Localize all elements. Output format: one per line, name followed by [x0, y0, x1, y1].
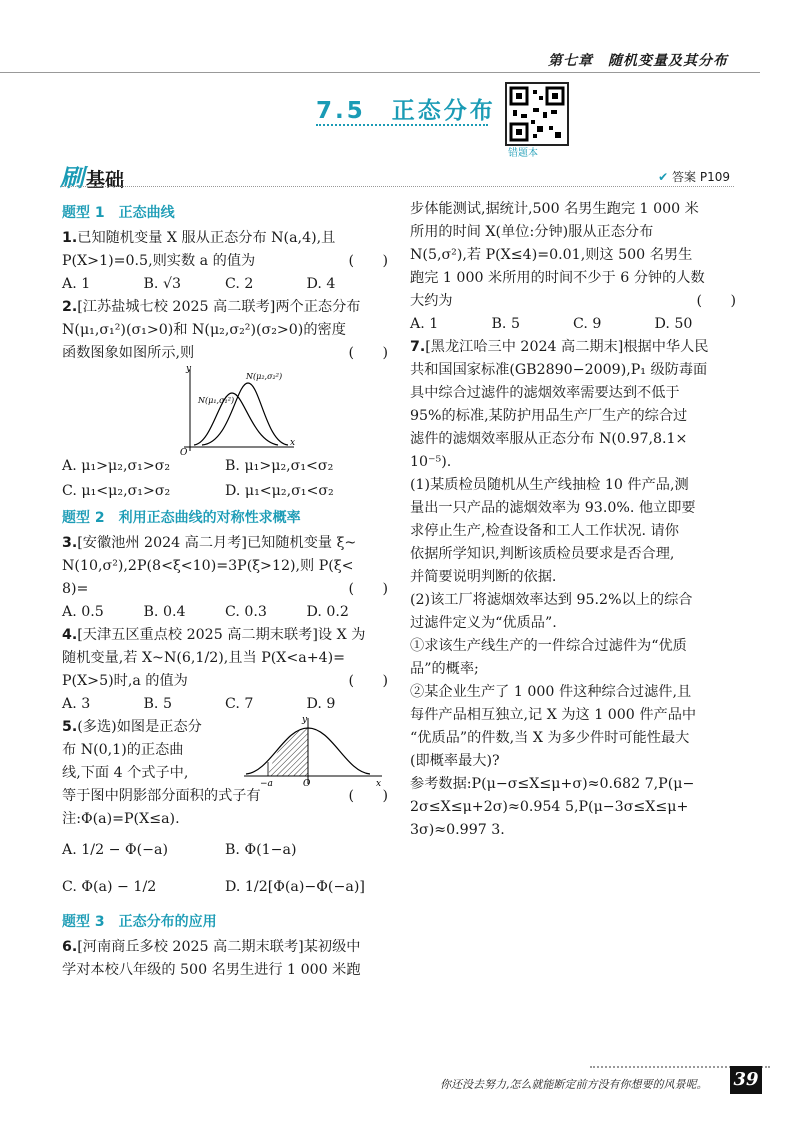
- q7-line: “优质品”的件数,当 X 为多少件时可能性最大: [410, 730, 690, 746]
- right-column: [410, 198, 736, 842]
- q1-option-c: C. 2: [225, 276, 254, 292]
- q4-option-a: A. 3: [62, 696, 91, 712]
- footer-motto: 你还没去努力,怎么就能断定前方没有你想要的风景呢。: [440, 1078, 708, 1091]
- q4-line3: P(X>5)时,a 的值为 ( ): [62, 673, 388, 689]
- q5-option-b: B. Φ(1−a): [225, 842, 297, 858]
- q5-line5: 注:Φ(a)=P(X≤a).: [62, 811, 180, 827]
- q6-option-c: C. 9: [573, 316, 602, 332]
- answer-ref: [658, 168, 730, 185]
- chapter-header: 第七章 随机变量及其分布: [548, 53, 728, 69]
- q5-line2: 布 N(0,1)的正态曲: [62, 742, 184, 758]
- type-heading-1: 题型 1 正态曲线: [62, 205, 175, 221]
- q7-line: 具中综合过滤件的滤烟效率需要达到不低于: [410, 385, 680, 401]
- q7-line: (即概率最大)?: [410, 753, 500, 769]
- q3-line2: N(10,σ²),2P(8<ξ<10)=3P(ξ>12),则 P(ξ<: [62, 558, 354, 574]
- q3-option-c: C. 0.3: [225, 604, 267, 620]
- q5-line4: 等于图中阴影部分面积的式子有 ( ): [62, 788, 388, 804]
- q7-line: ②某企业生产了 1 000 件这种综合过滤件,且: [410, 684, 692, 700]
- q7-line: 每件产品相互独立,记 X 为这 1 000 件产品中: [410, 707, 697, 723]
- q2-line3: 函数图象如图所示,则 ( ): [62, 345, 388, 361]
- left-column: [62, 198, 388, 982]
- q4-option-b: B. 5: [143, 696, 172, 712]
- q1-line1: 1.已知随机变量 X 服从正态分布 N(a,4),且: [62, 230, 336, 246]
- q6-option-d: D. 50: [654, 316, 693, 332]
- q5-line3: 线,下面 4 个式子中,: [62, 765, 189, 781]
- q4-option-c: C. 7: [225, 696, 254, 712]
- qr-label: 错题本: [508, 148, 538, 159]
- section-title: 7.5 正态分布: [316, 98, 496, 124]
- q5-option-d: D. 1/2[Φ(a)−Φ(−a)]: [225, 879, 365, 895]
- q6-options: [410, 313, 736, 336]
- q6-option-a: A. 1: [410, 316, 439, 332]
- q4-option-d: D. 9: [306, 696, 336, 712]
- q3-line3: 8)= ( ): [62, 581, 388, 597]
- q1-line2: P(X>1)=0.5,则实数 a 的值为 ( ): [62, 253, 388, 269]
- qr-code[interactable]: [505, 82, 569, 146]
- q1-option-a: A. 1: [62, 276, 91, 292]
- q2-curve1-label: N(μ₁,σ₁²): [198, 396, 235, 405]
- q7-line: 依据所学知识,判断该质检员要求是否合理,: [410, 546, 675, 562]
- q4-options: [62, 693, 388, 716]
- q7-line: 10⁻⁵).: [410, 454, 452, 470]
- q1-option-d: D. 4: [306, 276, 336, 292]
- q7-line: (2)该工厂将滤烟效率达到 95.2%以上的综合: [410, 592, 693, 608]
- q7-line: 品”的概率;: [410, 661, 479, 677]
- q4-line2: 随机变量,若 X~N(6,1/2),且当 P(X<a+4)=: [62, 650, 346, 666]
- section-rule: [62, 186, 734, 187]
- title-underline: [316, 124, 488, 126]
- q5-y-label: y: [302, 716, 308, 725]
- q6-line6: 跑完 1 000 米所用的时间不少于 6 分钟的人数: [410, 270, 705, 286]
- q5-options: [62, 839, 388, 899]
- q5-origin: O: [303, 779, 311, 788]
- q2-x-label: x: [290, 438, 296, 448]
- section-name: 基础: [86, 169, 125, 191]
- header-rule: [0, 72, 760, 73]
- check-icon: ✔: [658, 170, 669, 184]
- q5-neg-a: −a: [260, 779, 273, 788]
- q3-options: [62, 601, 388, 624]
- type-heading-2: 题型 2 利用正态曲线的对称性求概率: [62, 510, 301, 526]
- q3-option-a: A. 0.5: [62, 604, 104, 620]
- q2-curve2-label: N(μ₂,σ₂²): [246, 372, 283, 381]
- q6-line4: 所用的时间 X(单位:分钟)服从正态分布: [410, 224, 654, 240]
- q7-line: 3σ)≈0.997 3.: [410, 822, 505, 838]
- q2-option-c: C. μ₁<μ₂,σ₁>σ₂: [62, 483, 171, 499]
- page-number: 39: [730, 1066, 762, 1094]
- q2-option-a: A. μ₁>μ₂,σ₁>σ₂: [62, 458, 171, 474]
- q2-y-label: y: [186, 365, 192, 374]
- q6-line2: 学对本校八年级的 500 名男生进行 1 000 米跑: [62, 962, 361, 978]
- q5-option-a: A. 1/2 − Φ(−a): [62, 842, 169, 858]
- q7-line: 参考数据:P(μ−σ≤X≤μ+σ)≈0.682 7,P(μ−: [410, 776, 695, 792]
- q2-line2: N(μ₁,σ₁²)(σ₁>0)和 N(μ₂,σ₂²)(σ₂>0)的密度: [62, 322, 346, 338]
- q2-origin: O: [180, 448, 188, 455]
- q2-line1: 2.[江苏盐城七校 2025 高二联考]两个正态分布: [62, 299, 361, 315]
- q1-option-b: B. √3: [143, 276, 182, 292]
- q2-option-d: D. μ₁<μ₂,σ₁<σ₂: [225, 483, 334, 499]
- q6-line3: 步体能测试,据统计,500 名男生跑完 1 000 米: [410, 201, 699, 217]
- q3-option-b: B. 0.4: [143, 604, 186, 620]
- q1-options: [62, 273, 388, 296]
- q7-line: 并简要说明判断的依据.: [410, 569, 557, 585]
- q6-line7: 大约为 ( ): [410, 293, 736, 309]
- q5-option-c: C. Φ(a) − 1/2: [62, 879, 157, 895]
- q5-figure: [240, 716, 386, 788]
- q5-line1: 5.(多选)如图是正态分: [62, 719, 202, 735]
- section-mark: 刷: [60, 164, 84, 192]
- q7-line: 求停止生产,检查设备和工人工作状况. 请你: [410, 523, 679, 539]
- q7-line: 量出一只产品的滤烟效率为 93.0%. 他立即要: [410, 500, 696, 516]
- q5-x-label: x: [376, 779, 382, 788]
- q7-line: (1)某质检员随机从生产线抽检 10 件产品,测: [410, 477, 689, 493]
- q6-line1: 6.[河南商丘多校 2025 高二期末联考]某初级中: [62, 939, 361, 955]
- q5-block: [62, 716, 388, 831]
- q7-line: 7.[黑龙江哈三中 2024 高二期末]根据中华人民: [410, 339, 709, 355]
- q2-figure: [62, 365, 388, 455]
- q3-option-d: D. 0.2: [306, 604, 349, 620]
- answer-text: 答案 P109: [672, 170, 730, 184]
- q7-line: ①求该生产线生产的一件综合过滤件为“优质: [410, 638, 687, 654]
- q3-line1: 3.[安徽池州 2024 高二月考]已知随机变量 ξ~: [62, 535, 357, 551]
- q7-line: 共和国国家标准(GB2890−2009),P₁ 级防毒面: [410, 362, 708, 378]
- q7-line: 95%的标准,某防护用品生产厂生产的综合过: [410, 408, 688, 424]
- q6-line5: N(5,σ²),若 P(X≤4)=0.01,则这 500 名男生: [410, 247, 693, 263]
- q2-option-b: B. μ₁>μ₂,σ₁<σ₂: [225, 458, 334, 474]
- q4-line1: 4.[天津五区重点校 2025 高二期末联考]设 X 为: [62, 627, 366, 643]
- section-heading: [60, 158, 124, 193]
- q6-option-b: B. 5: [491, 316, 520, 332]
- q7-line: 滤件的滤烟效率服从正态分布 N(0.97,8.1×: [410, 431, 688, 447]
- q7-line: 过滤件定义为“优质品”.: [410, 615, 557, 631]
- q2-options: [62, 455, 388, 503]
- q7-line: 2σ≤X≤μ+2σ)≈0.954 5,P(μ−3σ≤X≤μ+: [410, 799, 689, 815]
- type-heading-3: 题型 3 正态分布的应用: [62, 914, 217, 930]
